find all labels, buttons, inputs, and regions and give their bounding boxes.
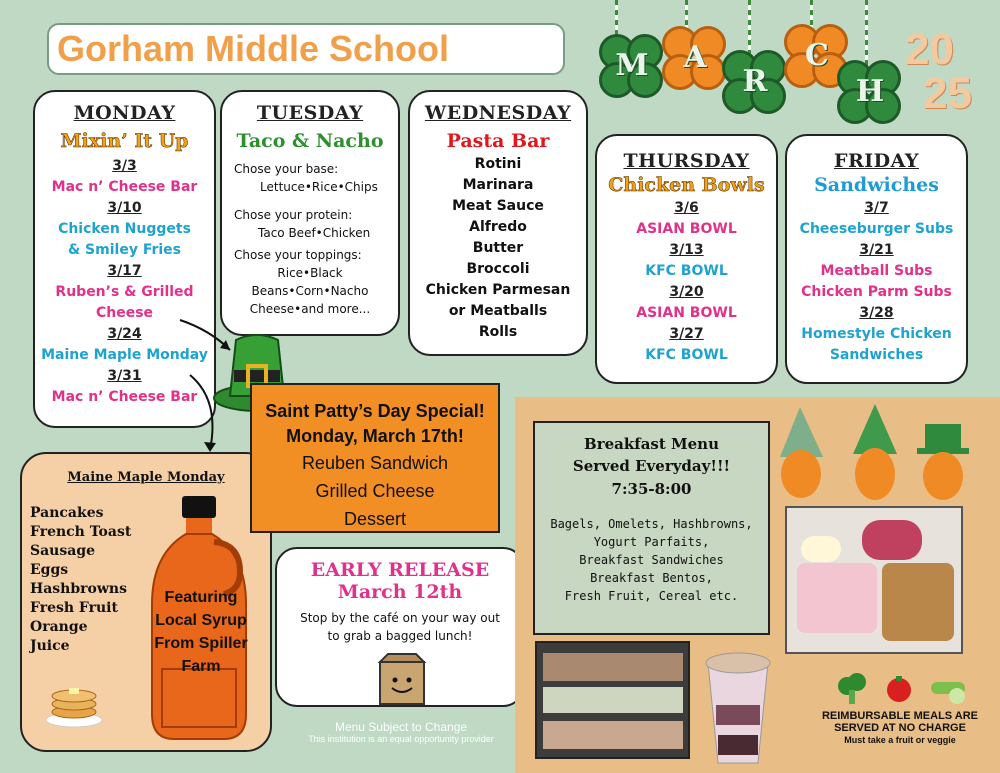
fruit-veggie-icons (835, 672, 975, 708)
footer-notes (276, 720, 526, 744)
early-release-heading: EARLY RELEASE (310, 559, 490, 581)
maple-menu-list (30, 504, 131, 656)
year-label (905, 25, 972, 118)
featuring-line: From Spiller (154, 635, 248, 652)
day-heading: TUESDAY (256, 102, 364, 124)
menu-item: Chicken Nuggets (58, 221, 191, 237)
section-label: Chose your base: (234, 162, 339, 176)
option-list: Taco Beef•Chicken (258, 226, 371, 240)
year-bottom: 25 (923, 69, 972, 118)
menu-date: 3/31 (107, 368, 142, 384)
reimbursable-note: Must take a fruit or veggie (844, 735, 956, 745)
menu-item: Fresh Fruit (30, 600, 118, 616)
breakfast-case-photo (535, 641, 690, 759)
menu-item: ASIAN BOWL (636, 305, 737, 321)
clover-icon (720, 48, 790, 118)
menu-date: 3/24 (107, 326, 142, 342)
breakfast-item: Yogurt Parfaits, (593, 535, 710, 549)
menu-item: KFC BOWL (645, 263, 728, 279)
menu-item: Ruben’s & Grilled (55, 284, 194, 300)
menu-date: 3/17 (107, 263, 142, 279)
menu-item: Meatball Subs (820, 263, 933, 279)
tuesday-card (220, 90, 400, 336)
featuring-text (142, 586, 260, 678)
reimbursable-line: REIMBURSABLE MEALS ARE (821, 710, 979, 722)
menu-item: Cheeseburger Subs (799, 221, 954, 237)
clover-icon (597, 32, 667, 102)
year-top: 20 (905, 25, 954, 74)
menu-date: 3/3 (112, 158, 137, 174)
month-letter: M (615, 48, 649, 83)
menu-item: Mac n’ Cheese Bar (51, 179, 198, 195)
menu-item: Maine Maple Monday (41, 347, 208, 363)
menu-date: 3/6 (674, 200, 699, 216)
menu-item: KFC BOWL (645, 347, 728, 363)
hanging-string (865, 0, 868, 65)
menu-item: Butter (472, 240, 524, 256)
maple-monday-panel (20, 452, 272, 752)
breakfast-items (535, 515, 768, 605)
month-letter: H (855, 74, 885, 109)
menu-item: Mac n’ Cheese Bar (51, 389, 198, 405)
menu-item: Juice (30, 638, 70, 654)
page-title: Gorham Middle School (57, 28, 450, 69)
menu-item: Homestyle Chicken (801, 326, 952, 342)
day-theme: Pasta Bar (446, 130, 550, 152)
parfait-cup-icon (702, 645, 774, 767)
breakfast-subheading: Served Everyday!!! (572, 457, 731, 475)
menu-date: 3/7 (864, 200, 889, 216)
footer-provider: This institution is an equal opportunity provider (308, 734, 494, 744)
special-item: Grilled Cheese (315, 481, 435, 501)
option-list: Cheese•and more... (249, 302, 371, 316)
menu-item: Rotini (474, 156, 522, 172)
menu-item: Meat Sauce (452, 198, 544, 214)
menu-item: Hashbrowns (30, 581, 127, 597)
day-theme: Taco & Nacho (236, 130, 384, 152)
gnomes-icon (775, 402, 975, 502)
menu-item: Alfredo (469, 219, 527, 235)
st-patricks-special-panel (250, 383, 500, 533)
reimbursable-notice (810, 710, 990, 746)
day-heading: MONDAY (73, 102, 176, 124)
bento-box-photo (785, 506, 963, 654)
menu-item: Broccoli (466, 261, 530, 277)
menu-item: Marinara (462, 177, 534, 193)
day-theme: Mixin’ It Up (60, 130, 189, 152)
breakfast-item: Fresh Fruit, Cereal etc. (564, 589, 739, 603)
featuring-line: Local Syrup (155, 612, 247, 629)
menu-item: Sandwiches (829, 347, 924, 363)
breakfast-heading: Breakfast Menu (584, 435, 719, 453)
day-theme: Chicken Bowls (608, 174, 765, 196)
breakfast-menu-box (533, 421, 770, 635)
special-item: Reuben Sandwich (301, 453, 449, 473)
section-label: Chose your toppings: (234, 248, 362, 262)
menu-date: 3/13 (669, 242, 704, 258)
menu-item: or Meatballs (448, 303, 548, 319)
special-title: Saint Patty’s Day Special! (265, 401, 485, 421)
footer-disclaimer: Menu Subject to Change (334, 720, 468, 734)
clover-icon (835, 58, 905, 128)
day-heading: WEDNESDAY (424, 102, 572, 124)
day-heading: THURSDAY (623, 150, 750, 172)
hanging-string (748, 0, 751, 55)
early-release-text: Stop by the café on your way out (300, 611, 500, 625)
featuring-line: Farm (181, 658, 221, 675)
breakfast-time: 7:35-8:00 (611, 480, 692, 498)
month-letter: R (742, 64, 768, 99)
menu-item: Eggs (30, 562, 69, 578)
reimbursable-line: SERVED AT NO CHARGE (834, 722, 966, 734)
menu-item: Chicken Parmesan (425, 282, 571, 298)
lunch-bag-icon (374, 652, 430, 706)
month-letter: A (683, 40, 707, 75)
section-label: Chose your protein: (234, 208, 353, 222)
breakfast-item: Breakfast Bentos, (590, 571, 713, 585)
friday-card (785, 134, 968, 384)
day-heading: FRIDAY (833, 150, 919, 172)
maple-heading: Maine Maple Monday (67, 470, 225, 485)
early-release-text: to grab a bagged lunch! (327, 629, 473, 643)
menu-item: Orange (30, 619, 88, 635)
wednesday-card (408, 90, 588, 356)
menu-item: Pancakes (30, 505, 104, 521)
breakfast-item: Breakfast Sandwiches (579, 553, 724, 567)
menu-item: & Smiley Fries (67, 242, 182, 258)
menu-date: 3/28 (859, 305, 894, 321)
menu-date: 3/21 (859, 242, 894, 258)
early-release-panel (275, 547, 525, 707)
special-item: Dessert (343, 509, 406, 529)
menu-item: Rolls (478, 324, 518, 340)
menu-date: 3/27 (669, 326, 704, 342)
featuring-line: Featuring (164, 589, 238, 606)
month-letter: C (805, 38, 829, 73)
option-list: Lettuce•Rice•Chips (260, 180, 378, 194)
option-list: Beans•Corn•Nacho (251, 284, 369, 298)
early-release-date: March 12th (337, 581, 463, 603)
menu-item: Sausage (30, 543, 96, 559)
thursday-card (595, 134, 778, 384)
menu-date: 3/20 (669, 284, 704, 300)
option-list: Rice•Black (277, 266, 343, 280)
pancakes-icon (44, 676, 104, 728)
menu-item: ASIAN BOWL (636, 221, 737, 237)
day-theme: Sandwiches (814, 174, 939, 196)
special-date: Monday, March 17th! (286, 426, 464, 446)
menu-item: Chicken Parm Subs (801, 284, 952, 300)
breakfast-item: Bagels, Omelets, Hashbrowns, (550, 517, 753, 531)
menu-item: Cheese (95, 305, 154, 321)
menu-item: French Toast (30, 524, 132, 540)
menu-date: 3/10 (107, 200, 142, 216)
title-banner (47, 23, 565, 75)
